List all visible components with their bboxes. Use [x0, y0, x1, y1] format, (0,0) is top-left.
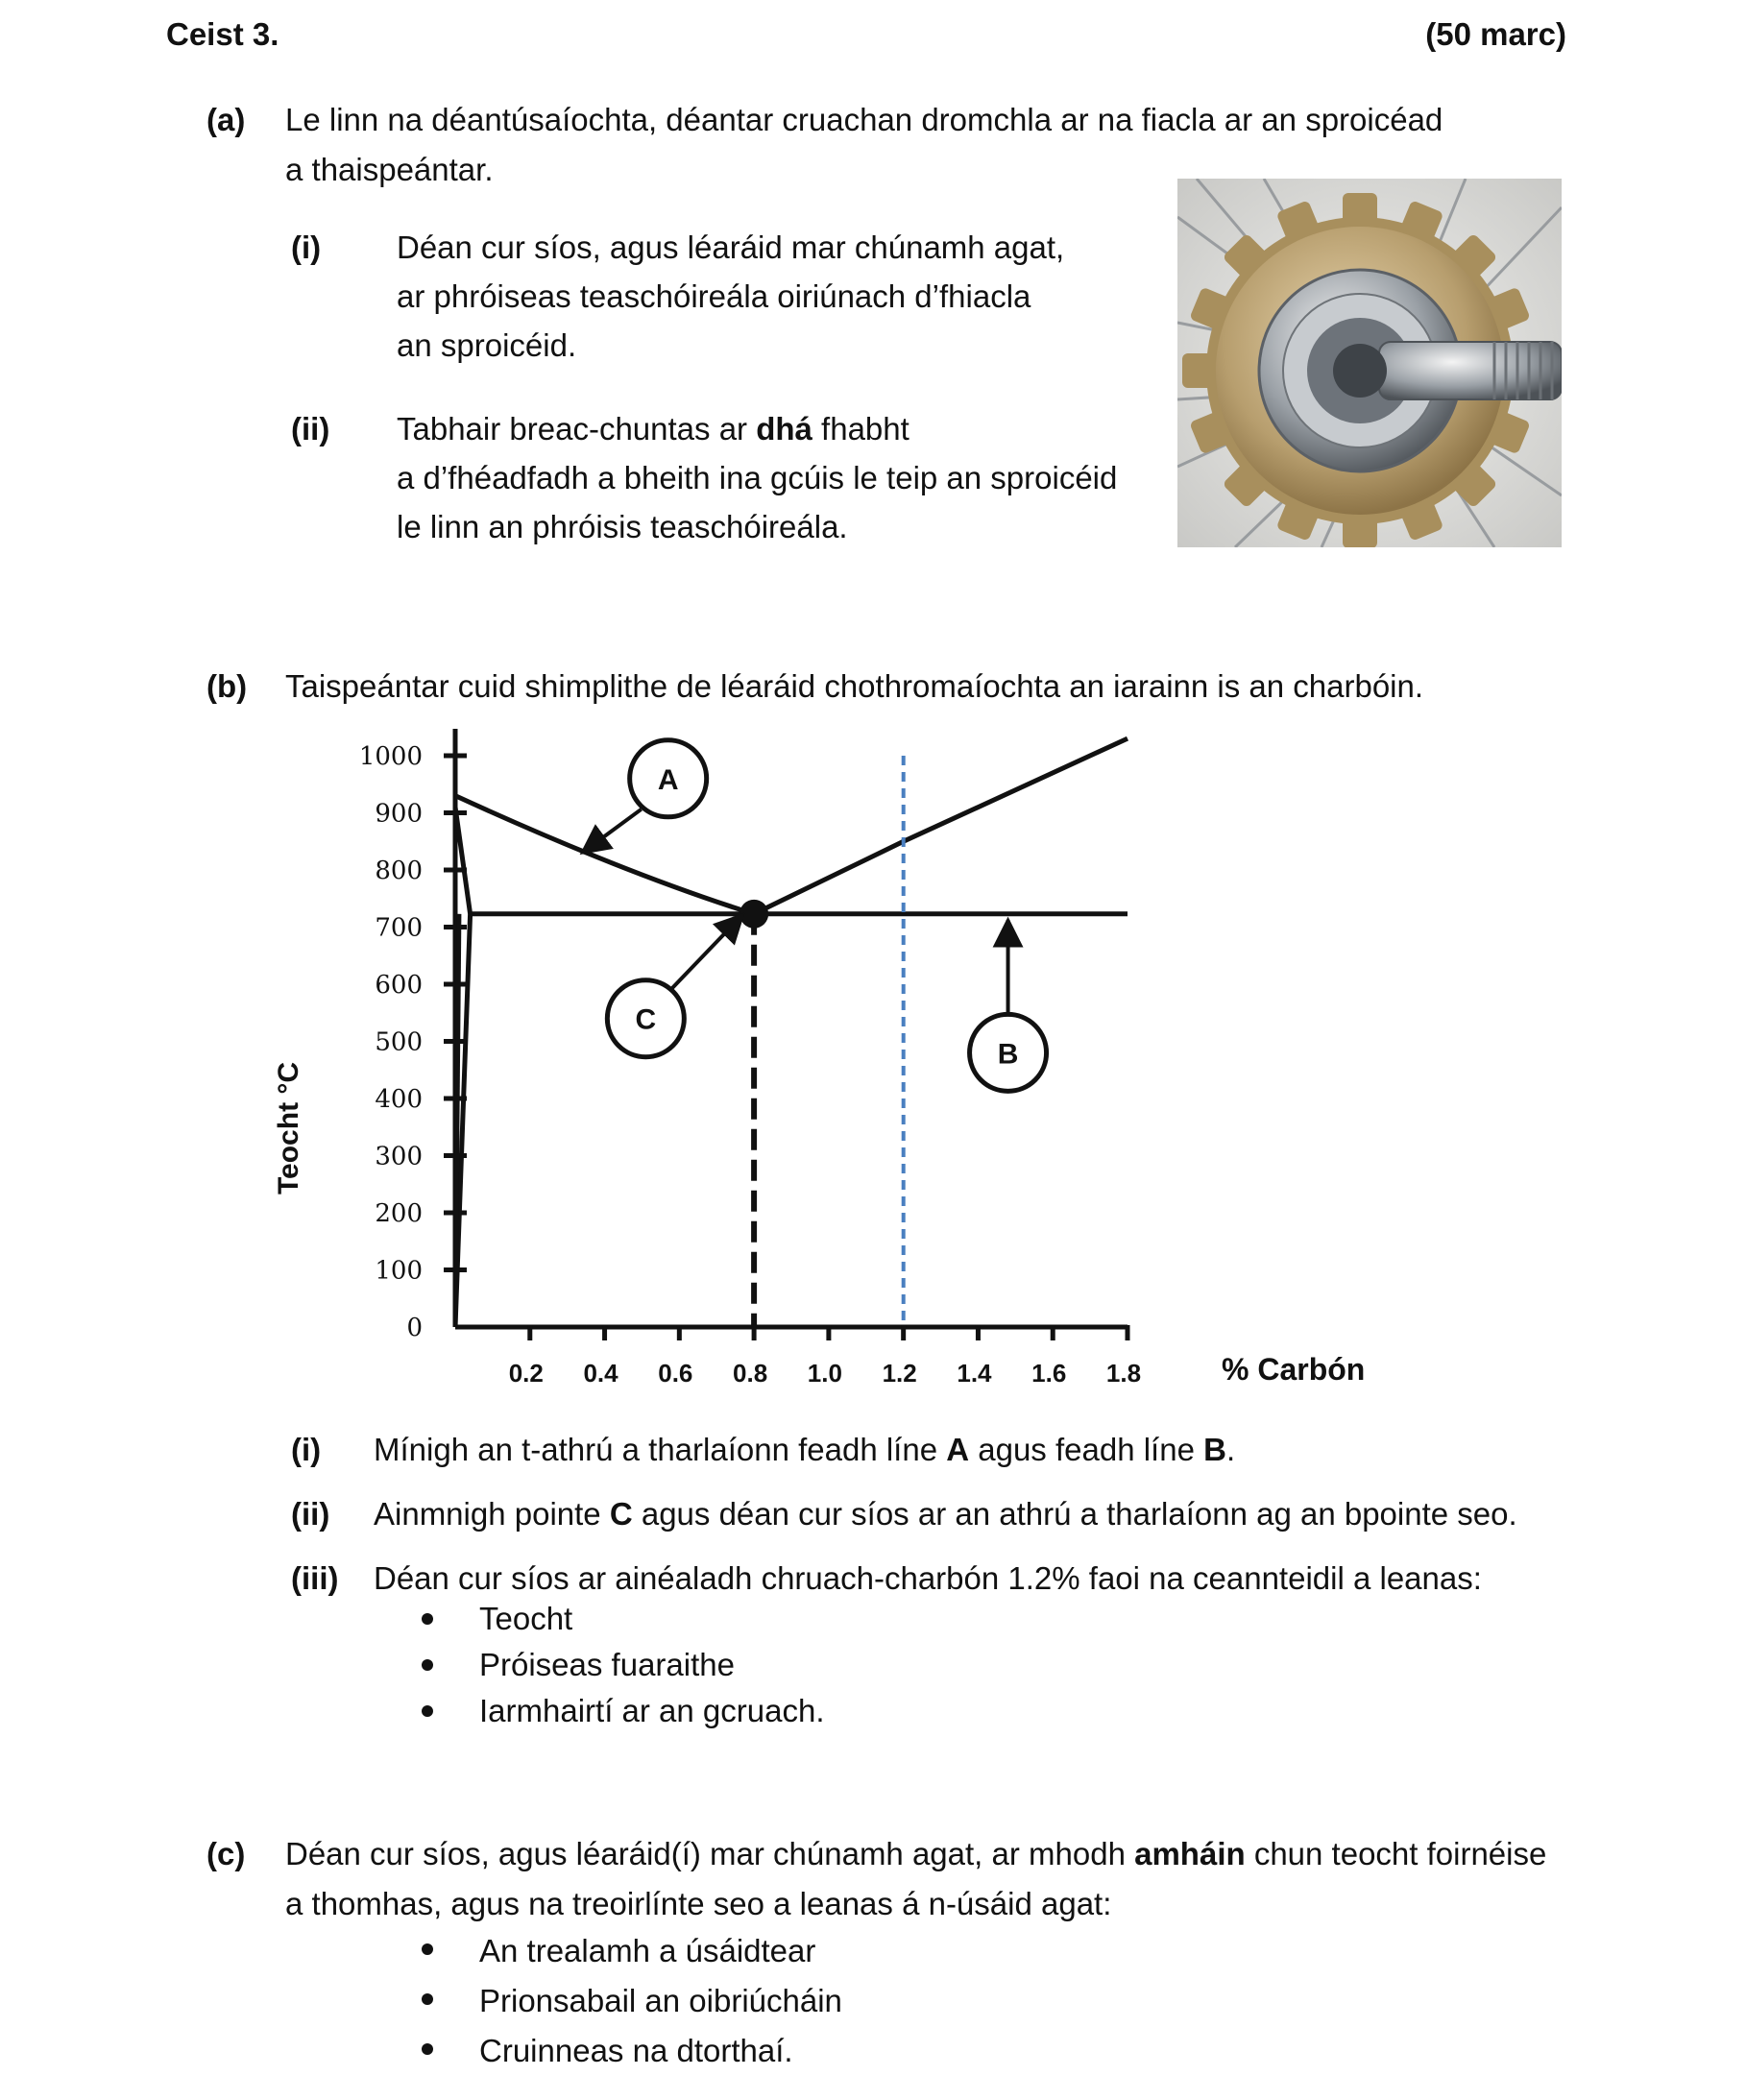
- annotation-arrow-c: [670, 915, 742, 990]
- x-tick-label-1.4: 1.4: [957, 1359, 992, 1388]
- part-a-ii-post: fhabht: [812, 411, 909, 447]
- part-a-i-line-3: an sproicéid.: [397, 327, 577, 363]
- y-tick-label-200: 200: [375, 1199, 423, 1228]
- part-c-bold: amháin: [1134, 1836, 1246, 1871]
- part-a-line-2: a thaispeántar.: [285, 152, 494, 187]
- y-tick-label-0: 0: [406, 1314, 423, 1342]
- series-1: [754, 738, 1128, 914]
- y-tick-label-400: 400: [375, 1085, 423, 1114]
- y-tick-label-500: 500: [375, 1027, 423, 1057]
- part-a-i-line-2: ar phróiseas teaschóireála oiriúnach d’fhiacla: [397, 278, 1031, 314]
- part-b-ii-post: agus déan cur síos ar an athrú a tharlaíonn ag an bpointe seo.: [632, 1496, 1517, 1532]
- part-c-line-2: a thomhas, agus na treoirlínte seo a leanas á n-úsáid agat:: [285, 1886, 1112, 1921]
- part-c-pre: Déan cur síos, agus léaráid(í) mar chúnamh agat, ar mhodh: [285, 1836, 1135, 1871]
- annotation-label-c: C: [635, 1003, 657, 1036]
- part-b-i-bold-a: A: [946, 1432, 970, 1467]
- y-tick-label-700: 700: [375, 913, 423, 943]
- y-tick-label-300: 300: [375, 1142, 423, 1171]
- sprocket-photo-icon: [1177, 179, 1562, 547]
- part-b-i-text: [374, 1425, 1235, 1475]
- part-a-ii-line-1: [397, 404, 909, 454]
- part-c-line-1: [285, 1829, 1546, 1879]
- y-tick-label-1000: 1000: [358, 742, 423, 771]
- part-a-i-line-1: Déan cur síos, agus léaráid mar chúnamh agat,: [397, 229, 1065, 265]
- part-b-ii-bold-c: C: [609, 1496, 633, 1532]
- part-b-iii-text: Déan cur síos ar ainéaladh chruach-charbón 1.2% faoi na ceannteidil a leanas:: [374, 1560, 1482, 1596]
- part-a-ii-line-2: a d’fhéadfadh a bheith ina gcúis le teip an sproicéid: [397, 460, 1118, 495]
- marks-label: (50 marc): [1425, 16, 1566, 52]
- x-tick-label-1.0: 1.0: [807, 1359, 842, 1388]
- part-a-i-label: (i): [291, 229, 322, 265]
- part-a-label: (a): [206, 102, 246, 137]
- eutectoid-point: [740, 900, 768, 929]
- list-item: Próiseas fuaraithe: [412, 1642, 825, 1688]
- annotation-label-a: A: [657, 763, 679, 796]
- part-b-ii-label: (ii): [291, 1496, 330, 1532]
- part-b-ii-text: [374, 1489, 1517, 1539]
- y-tick-label-600: 600: [375, 971, 423, 1000]
- y-tick-label-800: 800: [375, 857, 423, 885]
- list-item: Prionsabail an oibriúcháin: [412, 1976, 842, 2026]
- annotation-arrow-a: [582, 809, 641, 853]
- x-tick-label-0.4: 0.4: [583, 1359, 618, 1388]
- x-axis-ticks: [509, 1325, 1141, 1388]
- part-a-ii-pre: Tabhair breac-chuntas ar: [397, 411, 757, 447]
- part-b-text: Taispeántar cuid shimplithe de léaráid chothromaíochta an iarainn is an charbóin.: [285, 668, 1424, 704]
- part-b-i-pre: Mínigh an t-athrú a tharlaíonn feadh líne: [374, 1432, 947, 1467]
- list-item: An trealamh a úsáidtear: [412, 1926, 842, 1976]
- list-item: Cruinneas na dtorthaí.: [412, 2026, 842, 2076]
- part-b-iii-label: (iii): [291, 1560, 339, 1596]
- part-c-label: (c): [206, 1836, 246, 1871]
- list-item: Teocht: [412, 1596, 825, 1642]
- y-tick-label-900: 900: [375, 799, 423, 829]
- x-tick-label-1.2: 1.2: [882, 1359, 917, 1388]
- x-tick-label-1.6: 1.6: [1031, 1359, 1067, 1388]
- y-axis-ticks: [359, 742, 467, 1342]
- question-title: Ceist 3.: [166, 16, 279, 52]
- part-c-bullet-list: [412, 1926, 842, 2076]
- part-b-i-post: .: [1225, 1432, 1236, 1467]
- x-axis-label: % Carbón: [1222, 1352, 1366, 1387]
- series-line-a: [455, 796, 754, 914]
- part-a-ii-bold: dhá: [756, 411, 812, 447]
- part-a-line-1: Le linn na déantúsaíochta, déantar cruachan dromchla ar na fiacla ar an sproicéad: [285, 102, 1443, 137]
- part-b-i-label: (i): [291, 1432, 322, 1467]
- part-b-i-mid: agus feadh líne: [969, 1432, 1204, 1467]
- y-tick-label-100: 100: [375, 1256, 423, 1286]
- part-c-post: chun teocht foirnéise: [1245, 1836, 1547, 1871]
- part-b-bullet-list: [412, 1596, 825, 1734]
- part-b-i-bold-b: B: [1203, 1432, 1226, 1467]
- sprocket-photo: [1177, 179, 1562, 547]
- annotation-label-b: B: [997, 1038, 1019, 1071]
- part-b-label: (b): [206, 668, 248, 704]
- y-axis-label: Teocht °C: [273, 1061, 304, 1195]
- list-item: Iarmhairtí ar an gcruach.: [412, 1688, 825, 1734]
- x-tick-label-0.2: 0.2: [508, 1359, 544, 1388]
- x-tick-label-0.6: 0.6: [658, 1359, 693, 1388]
- iron-carbon-phase-diagram: [259, 711, 1393, 1402]
- x-tick-label-1.8: 1.8: [1105, 1359, 1142, 1388]
- part-b-ii-pre: Ainmnigh pointe: [374, 1496, 610, 1532]
- part-a-ii-line-3: le linn an phróisis teaschóireála.: [397, 509, 848, 544]
- x-tick-label-0.8: 0.8: [733, 1359, 768, 1388]
- part-a-ii-label: (ii): [291, 411, 330, 447]
